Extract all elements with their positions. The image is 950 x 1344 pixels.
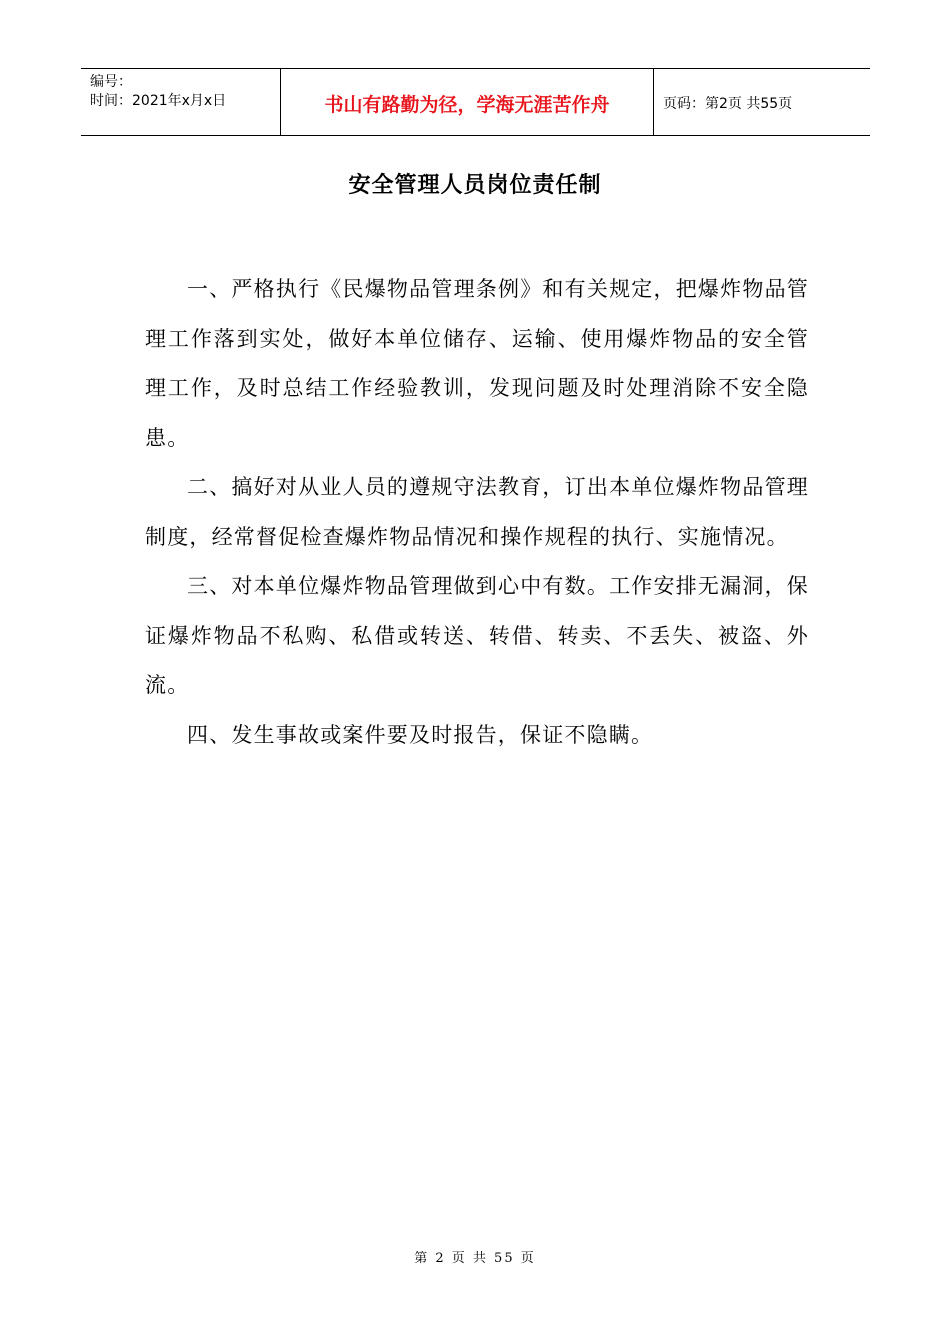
- paragraph-1: 一、严格执行《民爆物品管理条例》和有关规定，把爆炸物品管理工作落到实处，做好本单位储存、运输、使用爆炸物品的安全管理工作，及时总结工作经验教训，发现问题及时处理消除不安全隐患。: [145, 277, 809, 450]
- page-info: 页码：第2页 共55页: [663, 96, 793, 112]
- header-meta-cell: [81, 69, 281, 135]
- time-label: 时间：2021年x月x日: [90, 93, 227, 109]
- number-label: 编号：: [90, 74, 132, 90]
- document-header: [81, 68, 870, 136]
- motto-text: 书山有路勤为径，学海无涯苦作舟: [324, 93, 610, 116]
- document-title: 安全管理人员岗位责任制: [348, 173, 602, 198]
- page-footer: 第 2 页 共 55 页: [414, 1251, 536, 1266]
- paragraph-3: 三、对本单位爆炸物品管理做到心中有数。工作安排无漏洞，保证爆炸物品不私购、私借或转送、转借、转卖、不丢失、被盗、外流。: [145, 574, 809, 697]
- paragraph-4: 四、发生事故或案件要及时报告，保证不隐瞒。: [187, 722, 654, 747]
- header-page-cell: [654, 69, 870, 135]
- header-motto-cell: [281, 69, 654, 135]
- paragraph-2: 二、搞好对从业人员的遵规守法教育，订出本单位爆炸物品管理制度，经常督促检查爆炸物品情况和操作规程的执行、实施情况。: [145, 475, 809, 549]
- document-body: [145, 265, 809, 760]
